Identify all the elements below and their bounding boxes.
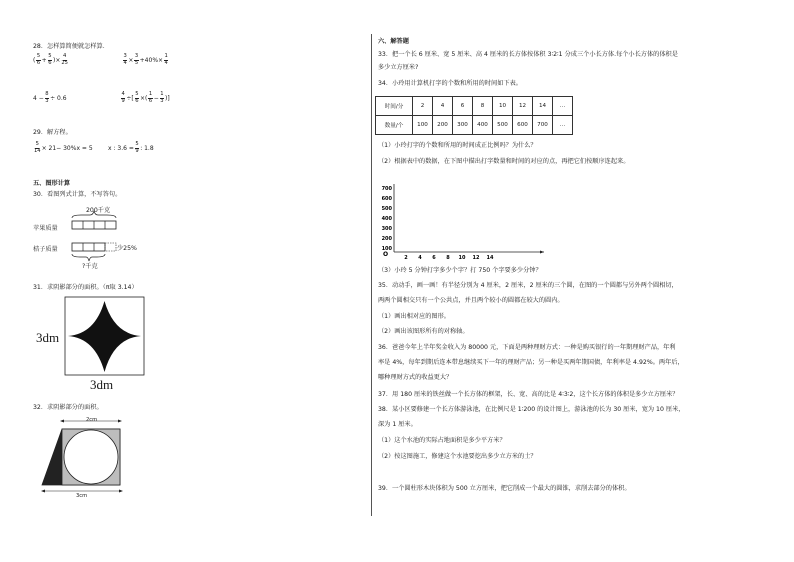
x-tick-label: 14 bbox=[486, 255, 494, 260]
q30-bottom-label: ?千克 bbox=[82, 263, 98, 270]
q29-equation-1: $\frac{5}{14}$ × 21− 30%x = 5 bbox=[34, 141, 93, 154]
table-cell: 12 bbox=[513, 97, 533, 116]
q39-line-1: 39．一个圆柱形木块体积为 500 立方厘米，把它削成一个最大的圆锥，求削去部分的体积。 bbox=[378, 485, 631, 492]
table-header-time: 时间/分 bbox=[376, 97, 413, 116]
table-cell: 200 bbox=[433, 116, 453, 135]
table-cell: … bbox=[553, 116, 573, 135]
table-cell: 6 bbox=[453, 97, 473, 116]
q32-top-label: 2cm bbox=[86, 417, 98, 423]
q30-orange-label: 桔子质量 bbox=[33, 246, 58, 253]
q33-line-1: 33．把一个长 6 厘米、宽 5 厘米、高 4 厘米的长方体按体积 3∶2∶1 分成三个小长方体.每个小长方体的体积是 bbox=[378, 51, 678, 58]
q28-expression-2: $\frac{3}{4}$ × $\frac{3}{5}$ +40%× $\frac{1}{4}$ bbox=[123, 53, 168, 66]
table-cell: 500 bbox=[493, 116, 513, 135]
table-header-count: 数量/个 bbox=[376, 116, 413, 135]
q36-line-1: 36．爸爸今年上半年奖金收入为 80000 元，下面是两种理财方式：一种是购买银行的一年期理财产品，年利 bbox=[378, 344, 676, 351]
x-tick-label: 4 bbox=[418, 255, 422, 260]
table-cell: 10 bbox=[493, 97, 513, 116]
x-tick-label: 6 bbox=[432, 255, 436, 260]
q34-sub-1: （1）小玲打字的个数和所用的时间成正比例吗？为什么？ bbox=[378, 142, 537, 149]
x-tick-label: 2 bbox=[404, 255, 408, 260]
column-divider bbox=[371, 34, 372, 516]
section-6-heading: 六、解答题 bbox=[378, 38, 409, 45]
y-tick-label: 400 bbox=[381, 216, 392, 222]
origin-label: O bbox=[383, 251, 389, 258]
q32-trapezoid-figure bbox=[38, 415, 138, 499]
table-cell: 100 bbox=[413, 116, 433, 135]
orange-bar bbox=[72, 243, 105, 251]
x-tick-label: 10 bbox=[458, 255, 466, 260]
y-tick-label: 600 bbox=[381, 196, 392, 202]
q28-expression-1: ( $\frac{5}{6}$ + $\frac{5}{6}$ )× $\frac{4}{25}$ bbox=[33, 53, 68, 66]
q35-sub-2: （2）画出该图形所有的对称轴。 bbox=[378, 328, 469, 335]
q36-line-3: 哪种理财方式的收益更大？ bbox=[378, 374, 453, 381]
section-5-heading: 五、图形计算 bbox=[33, 180, 71, 187]
table-cell: 700 bbox=[533, 116, 553, 135]
y-tick-label: 300 bbox=[381, 226, 392, 232]
q29-title: 29．解方程。 bbox=[33, 129, 72, 136]
q33-line-2: 多少立方厘米? bbox=[378, 64, 419, 71]
q34-title: 34．小玲用计算机打字的个数和所用的时间如下表。 bbox=[378, 80, 522, 87]
table-row-count bbox=[376, 116, 573, 135]
y-tick-label: 700 bbox=[381, 186, 392, 192]
q30-title: 30．看图列式计算，不写答句。 bbox=[33, 191, 122, 198]
q34-sub-2: （2）根据表中的数据，在下图中描出打字数量和时间的对应的点，再把它们按顺序连起来。 bbox=[378, 158, 630, 165]
q38-line-1: 38．某小区要修建一个长方体游泳池，在比例尺是 1∶200 的设计图上，游泳池的长为 30 厘米，宽为 10 厘米， bbox=[378, 406, 685, 413]
q30-top-label: 200千克 bbox=[86, 207, 111, 214]
q29-equation-2: x : 3.6 = $\frac{5}{9}$ : 1.8 bbox=[108, 141, 154, 154]
q34-blank-graph bbox=[378, 180, 548, 260]
q28-expression-4: $\frac{4}{9}$ ÷[ $\frac{5}{6}$ ×( $\frac{1}{6}$ − $\frac{1}{3}$ )] bbox=[121, 91, 170, 104]
table-cell: 400 bbox=[473, 116, 493, 135]
q34-sub-3: （3）小玲 5 分钟打字多少个字？打 750 个字要多少分钟？ bbox=[378, 267, 542, 274]
q38-sub-1: （1）这个水池的实际占地面积是多少平方米？ bbox=[378, 437, 506, 444]
q31-title: 31．求阴影部分的面积。（π取 3.14） bbox=[33, 284, 138, 291]
q36-line-2: 率是 4%，每年到期后连本带息继续买下一年的理财产品；另一种是买两年期国债，年利率是 4.92%。两年后， bbox=[378, 359, 684, 366]
q31-bottom-label: 3dm bbox=[90, 377, 114, 392]
q31-shaded-figure bbox=[64, 296, 150, 380]
y-tick-label: 100 bbox=[381, 246, 392, 252]
q34-data-table bbox=[375, 96, 573, 135]
table-cell: … bbox=[553, 97, 573, 116]
table-cell: 600 bbox=[513, 116, 533, 135]
y-tick-label: 200 bbox=[381, 236, 392, 242]
table-cell: 300 bbox=[453, 116, 473, 135]
q30-percent-label: 少25% bbox=[117, 245, 137, 252]
q37-line-1: 37．用 180 厘米的铁丝做一个长方体的框架，长、宽、高的比是 4∶3∶2，这个长方体的体积是多少立方厘米？ bbox=[378, 391, 679, 398]
q32-bottom-label: 3cm bbox=[76, 493, 88, 499]
y-tick-label: 500 bbox=[381, 206, 392, 212]
q38-sub-2: （2）按这图施工，修建这个水池要挖出多少立方米的土？ bbox=[378, 453, 537, 460]
table-cell: 2 bbox=[413, 97, 433, 116]
table-cell: 4 bbox=[433, 97, 453, 116]
table-row-time bbox=[376, 97, 573, 116]
q35-line-2: 两两个圆相交只有一个公共点，并且两个较小的圆都在较大的圆内。 bbox=[378, 297, 564, 304]
q38-line-2: 深为 1 厘米。 bbox=[378, 421, 417, 428]
brace-bottom bbox=[72, 254, 105, 261]
q35-sub-1: （1）画出相对应的图形。 bbox=[378, 313, 450, 320]
table-cell: 8 bbox=[473, 97, 493, 116]
table-cell: 14 bbox=[533, 97, 553, 116]
x-tick-label: 12 bbox=[472, 255, 480, 260]
q31-side-label: 3dm bbox=[36, 330, 60, 345]
x-tick-label: 8 bbox=[446, 255, 450, 260]
q28-title: 28．怎样算简便就怎样算． bbox=[33, 43, 109, 50]
q30-apple-label: 苹果质量 bbox=[33, 225, 58, 232]
q28-expression-3: 4 − $\frac{8}{3}$ ÷ 0.6 bbox=[33, 91, 67, 104]
circle-in-square bbox=[64, 430, 118, 484]
q35-line-1: 35．动动手，画一画！有半径分别为 4 厘米，2 厘米，2 厘米的三个圆，在图的一个圆都与另外两个圆相切， bbox=[378, 282, 678, 289]
q32-title: 32．求阴影部分的面积。 bbox=[33, 404, 103, 411]
